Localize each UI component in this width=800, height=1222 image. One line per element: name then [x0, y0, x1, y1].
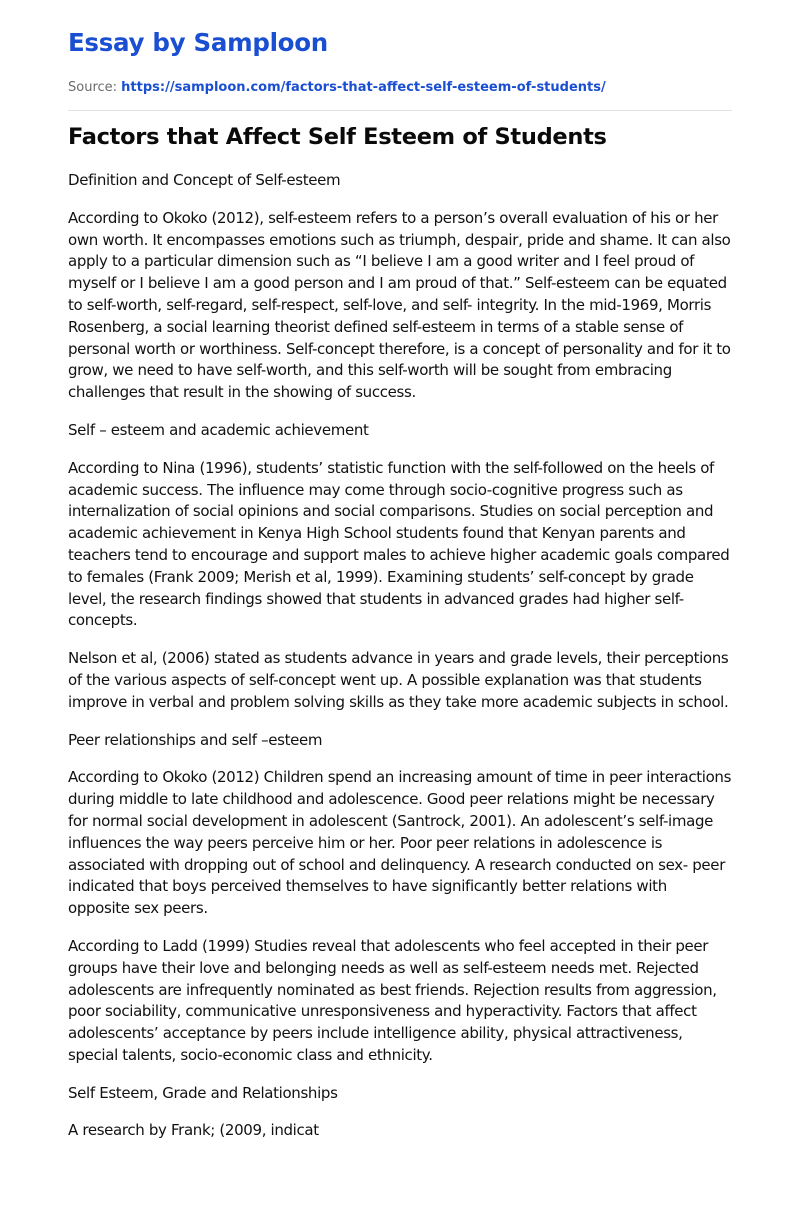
- section-heading: Self – esteem and academic achievement: [68, 420, 369, 439]
- paragraph: According to Ladd (1999) Studies reveal that adolescents who feel accepted in their peer groups have their love and belonging needs as well as self-esteem needs met. Rejected adolescents are infrequently nominated as best friends. Rejection results from aggression, poor sociability, communicative unresponsiveness and hyperactivity. Factors that affect adolescents’ acceptance by peers include intelligence ability, physical attractiveness, special talents, socio-economic class and ethnicity.: [68, 936, 717, 1064]
- brand-title[interactable]: Essay by Samploon: [68, 28, 328, 57]
- source-line: [68, 80, 606, 95]
- article-title: Factors that Affect Self Esteem of Students: [68, 124, 607, 150]
- paragraph: According to Nina (1996), students’ statistic function with the self-followed on the heels of academic success. The influence may come through socio-cognitive progress such as internalization of social opinions and social comparisons. Studies on social perception and academic achievement in Kenya High School students found that Kenyan parents and teachers tend to encourage and support males to achieve higher academic goals compared to females (Frank 2009; Merish et al, 1999). Examining students’ self-concept by grade level, the research findings showed that students in advanced grades had higher self-concepts.: [68, 458, 730, 630]
- paragraph: According to Okoko (2012) Children spend an increasing amount of time in peer interactions during middle to late childhood and adolescence. Good peer relations might be necessary for normal social development in adolescent (Santrock, 2001). An adolescent’s self-image influences the way peers perceive him or her. Poor peer relations in adolescence is associated with dropping out of school and delinquency. A research conducted on sex- peer indicated that boys perceived themselves to have significantly better relations with opposite sex peers.: [68, 768, 732, 918]
- paragraph: According to Okoko (2012), self-esteem refers to a person’s overall evaluation of his or her own worth. It encompasses emotions such as triumph, despair, pride and shame. It can also apply to a particular dimension such as “I believe I am a good writer and I feel proud of myself or I believe I am a good person and I am proud of that.” Self-esteem can be equated to self-worth, self-regard, self-respect, self-love, and self- integrity. In the mid-1969, Morris Rosenberg, a social learning theorist defined self-esteem in terms of a stable sense of personal worth or worthiness. Self-concept therefore, is a concept of personality and for it to grow, we need to have self-worth, and this self-worth will be sought from embracing challenges that result in the showing of success.: [68, 208, 731, 402]
- section-heading: Peer relationships and self –esteem: [68, 730, 323, 749]
- header-divider: [68, 110, 732, 111]
- source-link[interactable]: https://samploon.com/factors-that-affect-self-esteem-of-students/: [121, 80, 606, 95]
- paragraph: Nelson et al, (2006) stated as students advance in years and grade levels, their perceptions of the various aspects of self-concept went up. A possible explanation was that students improve in verbal and problem solving skills as they take more academic subjects in school.: [68, 649, 729, 711]
- article-body: [68, 170, 732, 1158]
- section-heading: Definition and Concept of Self-esteem: [68, 171, 341, 189]
- section-heading: Self Esteem, Grade and Relationships: [68, 1083, 338, 1102]
- source-label: Source:: [68, 80, 118, 95]
- paragraph-truncated: A research by Frank; (2009, indicat: [68, 1121, 319, 1140]
